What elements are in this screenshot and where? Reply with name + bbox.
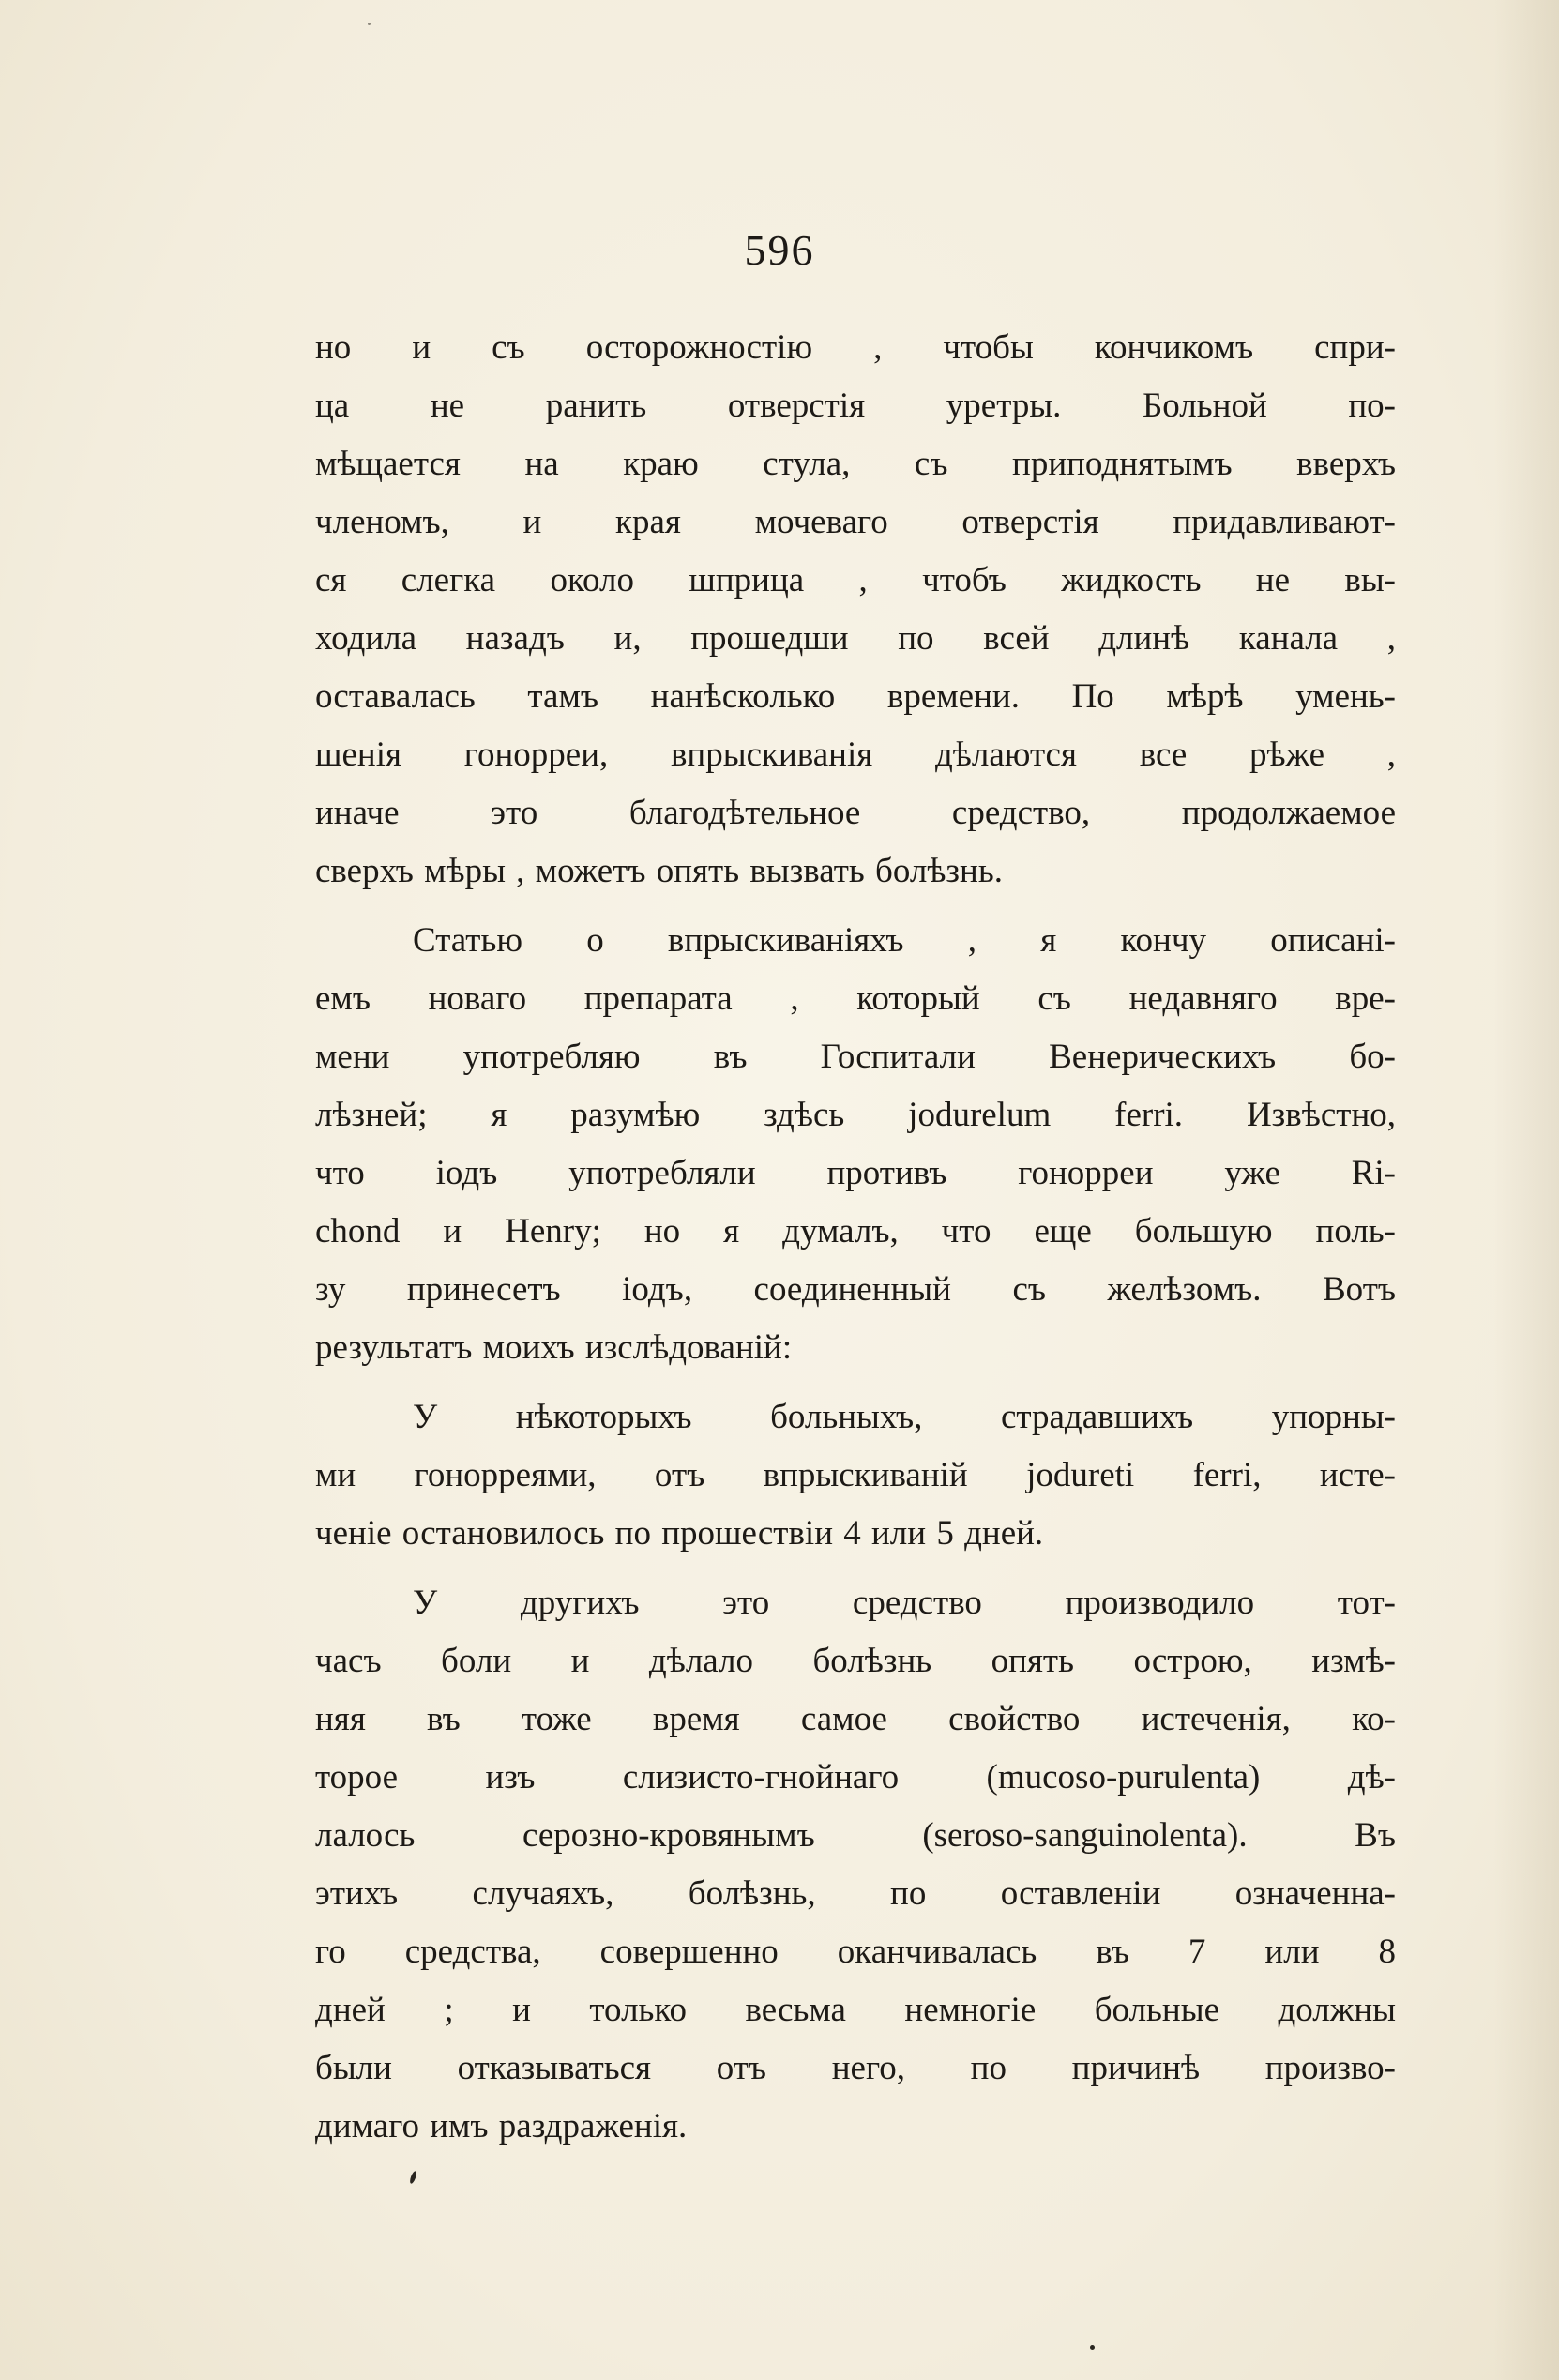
text-line: дней ; и только весьма немногіе больные должны bbox=[315, 1991, 1396, 2029]
text-line: го средства, совершенно оканчивалась въ 7 или 8 bbox=[315, 1933, 1396, 1971]
text-line: chond и Henry; но я думалъ, что еще большую поль- bbox=[315, 1212, 1396, 1251]
text-line: емъ новаго препарата , который съ недавняго вре- bbox=[315, 979, 1396, 1018]
ink-speck bbox=[368, 23, 371, 25]
text-line: членомъ, и края мочеваго отверстія придавливают- bbox=[315, 503, 1396, 541]
text-line: были отказываться отъ него, по причинѣ произво- bbox=[315, 2049, 1396, 2087]
page-edge-shadow bbox=[1493, 0, 1559, 2380]
text-line: часъ боли и дѣлало болѣзнь опять острою, измѣ- bbox=[315, 1642, 1396, 1680]
text-line: зу принесетъ іодъ, соединенный съ желѣзомъ. Вотъ bbox=[315, 1270, 1396, 1309]
text-line: ченіе остановилось по прошествіи 4 или 5 дней. bbox=[315, 1514, 1044, 1553]
text-line: ми гонорреями, отъ впрыскиваній jodureti ferri, исте- bbox=[315, 1456, 1396, 1494]
text-line: но и съ осторожностію , чтобы кончикомъ спри- bbox=[315, 328, 1396, 367]
paragraph-start-line: Статью о впрыскиваніяхъ , я кончу описані- bbox=[413, 921, 1396, 960]
text-line: лѣзней; я разумѣю здѣсь jodurelum ferri. Извѣстно, bbox=[315, 1096, 1396, 1134]
text-line: димаго имъ раздраженія. bbox=[315, 2107, 688, 2145]
text-line: лалось серозно-кровянымъ (seroso-sanguinolenta). Въ bbox=[315, 1816, 1396, 1855]
text-line: результатъ моихъ изслѣдованій: bbox=[315, 1328, 793, 1367]
text-line: этихъ случаяхъ, болѣзнь, по оставленіи означенна- bbox=[315, 1874, 1396, 1913]
body-text bbox=[315, 319, 1396, 2156]
text-line: торое изъ слизисто-гнойнаго (mucoso-purulenta) дѣ- bbox=[315, 1758, 1396, 1796]
text-line: мени употребляю въ Госпитали Венерическихъ бо- bbox=[315, 1038, 1396, 1076]
text-line: иначе это благодѣтельное средство, продолжаемое bbox=[315, 794, 1396, 832]
text-line: шенія гонорреи, впрыскиванія дѣлаются все рѣже , bbox=[315, 735, 1396, 774]
ink-speck bbox=[409, 2171, 417, 2185]
text-line: ходила назадъ и, прошедши по всей длинѣ канала , bbox=[315, 619, 1396, 658]
text-line: мѣщается на краю стула, съ приподнятымъ вверхъ bbox=[315, 445, 1396, 483]
paragraph-start-line: У другихъ это средство производило тот- bbox=[413, 1584, 1396, 1622]
text-line: оставалась тамъ нанѣсколько времени. По мѣрѣ умень- bbox=[315, 677, 1396, 716]
text-line: няя въ тоже время самое свойство истеченія, ко- bbox=[315, 1700, 1396, 1738]
text-line: ся слегка около шприца , чтобъ жидкость не вы- bbox=[315, 561, 1396, 599]
paragraph-start-line: У нѣкоторыхъ больныхъ, страдавшихъ упорны- bbox=[413, 1398, 1396, 1436]
text-line: ца не ранить отверстія уретры. Больной по- bbox=[315, 387, 1396, 425]
page-number: 596 bbox=[744, 226, 815, 274]
ink-speck bbox=[1090, 2345, 1095, 2350]
text-line: что іодъ употребляли противъ гонорреи уже Ri- bbox=[315, 1154, 1396, 1192]
text-line: сверхъ мѣры , можетъ опять вызвать болѣзнь. bbox=[315, 852, 1003, 890]
